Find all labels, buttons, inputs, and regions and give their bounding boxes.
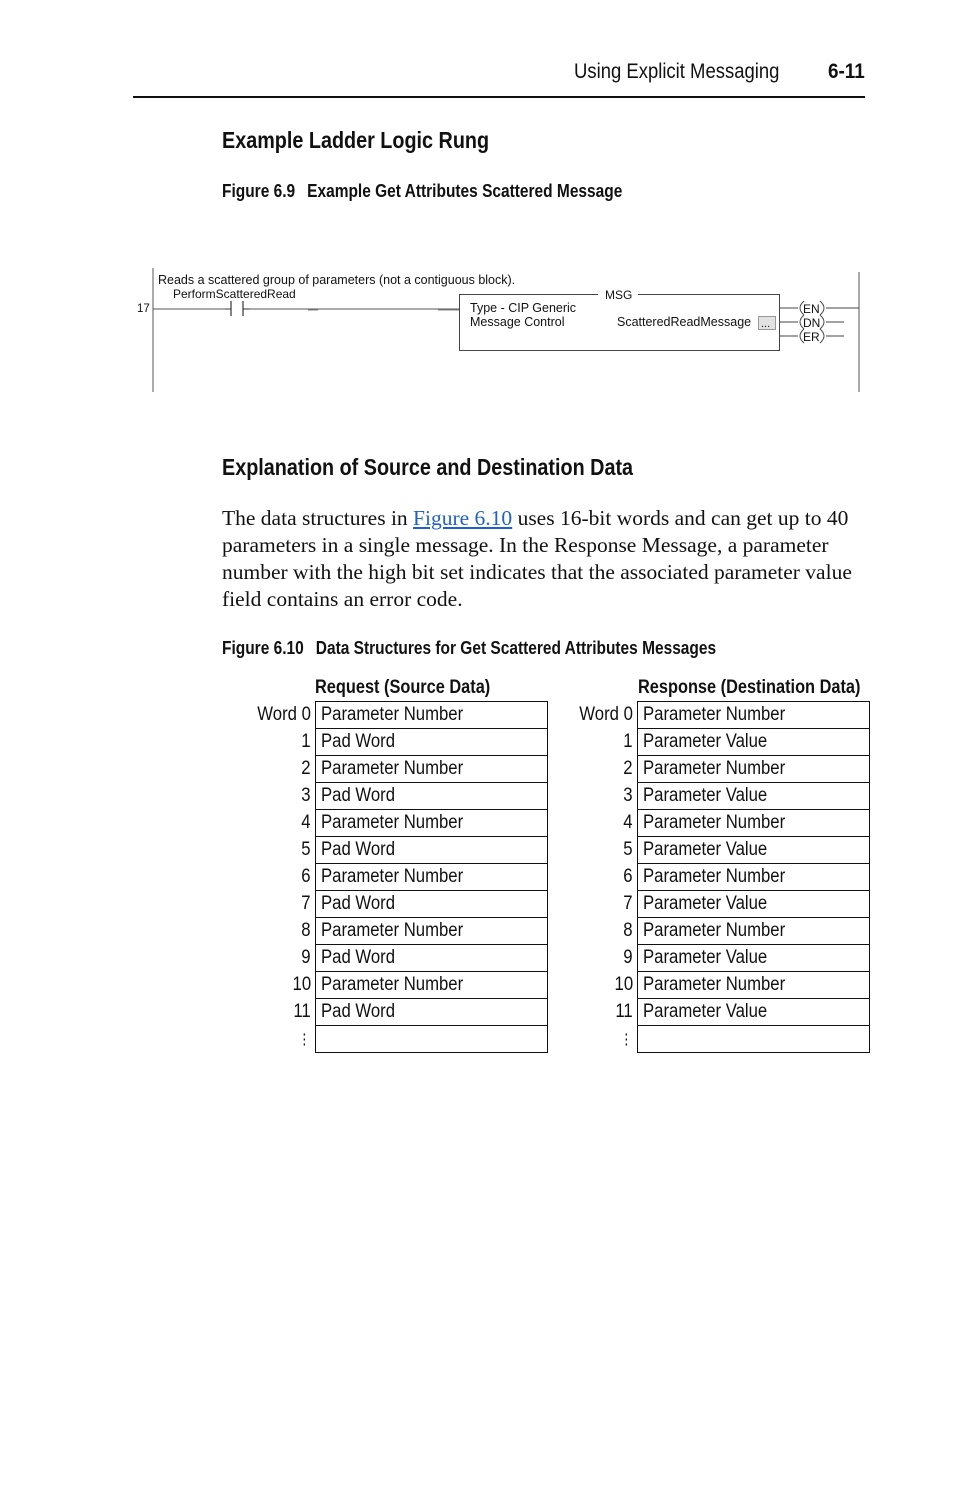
request-table-grid [250, 701, 548, 1053]
rung-number: 17 [137, 303, 150, 315]
word-index-label: 3 [623, 785, 633, 806]
word-index-label: 6 [301, 866, 311, 887]
response-table-title: Response (Destination Data) [638, 677, 861, 698]
word-cell-value: Parameter Number [320, 974, 464, 995]
word-cell [637, 864, 869, 891]
word-index [572, 864, 637, 891]
table-row [250, 945, 547, 972]
word-index-label: 10 [614, 974, 633, 995]
word-index-label: 7 [301, 893, 311, 914]
word-cell-value: Pad Word [320, 731, 395, 752]
page-number: 6-11 [828, 60, 865, 83]
word-index [250, 891, 315, 918]
figure-caption-6-9 [222, 181, 622, 202]
word-index [572, 918, 637, 945]
word-index [572, 891, 637, 918]
word-cell [637, 783, 869, 810]
word-index [572, 729, 637, 756]
word-index-label: 5 [301, 839, 311, 860]
word-cell-value: Parameter Value [642, 1001, 768, 1022]
word-cell-value: Parameter Number [320, 920, 464, 941]
table-row [250, 729, 547, 756]
output-en-label: EN [803, 302, 820, 316]
word-cell [315, 783, 547, 810]
word-cell [315, 702, 547, 729]
table-row [572, 864, 869, 891]
word-index-label: 10 [292, 974, 311, 995]
word-index [250, 783, 315, 810]
word-index-label: 1 [301, 731, 311, 752]
word-cell-value: Pad Word [320, 947, 395, 968]
figure-number: Figure 6.10 [222, 638, 304, 658]
header-rule [133, 96, 865, 98]
word-index-label: 5 [623, 839, 633, 860]
word-index [250, 1026, 315, 1053]
browse-button[interactable] [759, 317, 776, 331]
running-header-title: Using Explicit Messaging [574, 60, 780, 83]
table-row [250, 756, 547, 783]
word-cell-value: Parameter Number [320, 812, 464, 833]
word-cell-value: Pad Word [320, 839, 395, 860]
figure-title: Example Get Attributes Scattered Message [307, 181, 623, 201]
table-row [250, 837, 547, 864]
section-heading-ladder: Example Ladder Logic Rung [222, 127, 490, 153]
word-index [572, 810, 637, 837]
word-index [250, 972, 315, 999]
word-cell-value: Parameter Value [642, 785, 768, 806]
table-row [250, 1026, 547, 1053]
word-index [250, 945, 315, 972]
table-row [250, 702, 547, 729]
word-cell-value: Parameter Number [320, 866, 464, 887]
word-index-label: 11 [615, 1001, 633, 1022]
output-er-label: ER [803, 330, 820, 344]
word-cell-value: Parameter Value [642, 731, 768, 752]
word-cell-value: Parameter Number [642, 758, 786, 779]
word-cell [637, 837, 869, 864]
msg-control-label: Message Control [470, 315, 565, 329]
word-cell [315, 891, 547, 918]
word-index-label: 3 [301, 785, 311, 806]
word-cell [315, 999, 547, 1026]
figure-number: Figure 6.9 [222, 181, 296, 201]
word-cell [637, 810, 869, 837]
word-cell [315, 864, 547, 891]
output-en [780, 301, 859, 316]
word-index [250, 864, 315, 891]
table-row [250, 918, 547, 945]
output-dn-label: DN [803, 316, 821, 330]
word-index-label: 8 [623, 920, 633, 941]
word-cell [637, 999, 869, 1026]
table-row [572, 702, 869, 729]
word-index [572, 999, 637, 1026]
word-index-label: ⋮ [297, 1031, 311, 1048]
word-index-label: ⋮ [619, 1031, 633, 1048]
word-cell [637, 918, 869, 945]
figure-6-10-link[interactable]: Figure 6.10 [413, 506, 513, 530]
word-cell-value: Parameter Number [320, 704, 464, 725]
word-cell-value: Parameter Number [642, 974, 786, 995]
section-heading-explanation: Explanation of Source and Destination Data [222, 454, 634, 480]
msg-type-line: Type - CIP Generic [470, 301, 577, 315]
word-cell [315, 729, 547, 756]
word-index-label: 7 [623, 893, 633, 914]
word-cell-value: Parameter Value [642, 839, 768, 860]
table-row [250, 999, 547, 1026]
word-index [572, 972, 637, 999]
word-cell [315, 945, 547, 972]
word-cell-value: Parameter Value [642, 893, 768, 914]
word-index-label: 8 [301, 920, 311, 941]
contact-tag: PerformScatteredRead [173, 287, 296, 301]
para-text-end: uses 16-bit words and can get up to 40 parameters in a single message. In the Response Message, a parameter number with the high bit set indicates that the associated parameter value field contains an error code. [222, 506, 852, 611]
table-row [250, 810, 547, 837]
word-cell [315, 837, 547, 864]
figure-caption-6-10 [222, 638, 716, 659]
word-index-label: Word 0 [579, 704, 633, 725]
word-index [250, 702, 315, 729]
para-text-start: The data structures in [222, 506, 414, 530]
word-index [572, 945, 637, 972]
table-row [572, 1026, 869, 1053]
word-cell [315, 972, 547, 999]
word-index-label: 4 [623, 812, 633, 833]
word-cell-value: Parameter Value [642, 947, 768, 968]
table-row [572, 972, 869, 999]
word-cell-value: Parameter Number [642, 812, 786, 833]
table-row [572, 891, 869, 918]
word-cell [637, 945, 869, 972]
response-table [572, 701, 870, 1053]
word-cell [315, 756, 547, 783]
table-row [250, 891, 547, 918]
word-index-label: 1 [623, 731, 633, 752]
word-index [250, 918, 315, 945]
word-index [572, 756, 637, 783]
request-table [250, 701, 548, 1053]
word-index [572, 837, 637, 864]
output-er [780, 329, 844, 344]
word-cell [637, 702, 869, 729]
word-index [250, 729, 315, 756]
word-index-label: 9 [623, 947, 633, 968]
table-row [250, 864, 547, 891]
word-index-label: 4 [301, 812, 311, 833]
word-index-label: 9 [301, 947, 311, 968]
word-index [250, 756, 315, 783]
word-cell-value: Pad Word [320, 893, 395, 914]
table-row [572, 810, 869, 837]
word-cell-value: Parameter Number [320, 758, 464, 779]
word-index [250, 810, 315, 837]
word-index [572, 783, 637, 810]
word-cell [315, 810, 547, 837]
table-row [572, 756, 869, 783]
word-index [572, 702, 637, 729]
output-dn [780, 315, 844, 330]
table-row [572, 918, 869, 945]
word-cell [637, 756, 869, 783]
word-cell [315, 918, 547, 945]
word-cell-value: Parameter Number [642, 866, 786, 887]
word-index-label: 6 [623, 866, 633, 887]
word-cell-value: Pad Word [320, 785, 395, 806]
rung-comment: Reads a scattered group of parameters (not a contiguous block). [158, 273, 516, 287]
word-index-label: Word 0 [257, 704, 311, 725]
msg-block-name: MSG [605, 288, 633, 302]
word-index-label: 11 [293, 1001, 311, 1022]
response-table-grid [572, 701, 870, 1053]
table-row [572, 837, 869, 864]
word-cell-value: Parameter Number [642, 704, 786, 725]
table-row [572, 999, 869, 1026]
table-row [572, 729, 869, 756]
xic-contact-icon[interactable] [225, 301, 250, 316]
word-cell [637, 891, 869, 918]
word-cell [315, 1026, 547, 1053]
msg-instruction-block[interactable] [460, 288, 780, 351]
explanation-paragraph [222, 505, 867, 613]
word-index-label: 2 [301, 758, 311, 779]
word-index-label: 2 [623, 758, 633, 779]
word-index [572, 1026, 637, 1053]
word-index [250, 837, 315, 864]
msg-control-tag: ScatteredReadMessage [617, 315, 752, 329]
word-cell [637, 729, 869, 756]
figure-title: Data Structures for Get Scattered Attributes Messages [315, 638, 717, 658]
table-row [572, 783, 869, 810]
word-cell-value: Pad Word [320, 1001, 395, 1022]
word-cell [637, 972, 869, 999]
table-row [250, 972, 547, 999]
request-table-title: Request (Source Data) [315, 677, 491, 698]
browse-button-label: ... [761, 318, 771, 330]
ladder-rung-figure [130, 268, 870, 398]
word-index [250, 999, 315, 1026]
word-cell-value: Parameter Number [642, 920, 786, 941]
table-row [572, 945, 869, 972]
word-cell [637, 1026, 869, 1053]
table-row [250, 783, 547, 810]
